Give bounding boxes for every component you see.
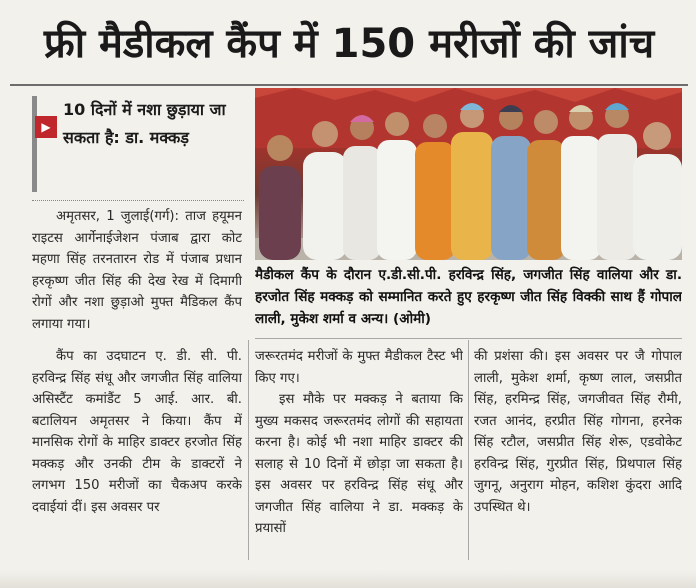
article-col1-top [32, 206, 242, 338]
photo-caption: मैडीकल कैंप के दौरान ए.डी.सी.पी. हरविन्द्र सिंह, जगजीत सिंह वालिया और डा. हरजोत सिंह मक्कड़ को सम्मानित करते हुए हरकृष्ण जीत सिंह विक्की साथ हैं गोपाल लाली, मुकेश शर्मा व अन्य। (ओमी) [255, 267, 682, 327]
article-paragraph: इस मौके पर मक्कड़ ने बताया कि मुख्य मकसद जरूरतमंद लोगों की सहायता करना है। कोई भी नशा माहिर डाक्टर की सलाह से 10 दिनों में छोड़ा जा सकता है। इस अवसर पर हरविन्द्र सिंह संधू और जगजीत सिंह वालिया ने डा. मक्कड़ के प्रयासों [255, 392, 463, 536]
subheadline-box [32, 96, 242, 192]
subheadline-divider [32, 200, 244, 201]
column-divider [468, 340, 469, 560]
page-bottom-strip [0, 570, 696, 588]
article-paragraph: जरूरतमंद मरीजों के मुफ्त मैडीकल टैस्ट भी किए गए। [255, 349, 463, 386]
article-col2 [255, 346, 463, 560]
play-bullet-icon: ▶ [35, 116, 57, 138]
headline-rule [10, 84, 688, 86]
article-col3 [474, 346, 682, 560]
event-photo [255, 88, 682, 260]
article-col1-bottom [32, 346, 242, 560]
caption-rule [255, 338, 682, 339]
article-paragraph: कैंप का उदघाटन ए. डी. सी. पी. हरविन्द्र सिंह संधू और जगजीत सिंह वालिया असिस्टैंट कमांडैंट 5 आई. आर. बी. बटालियन अमृतसर ने किया। कैंप में मानसिक रोगों के माहिर डाक्टर हरजोत सिंह मक्कड़ और उनकी टीम के डाक्टरों ने लगभग 150 मरीजों का चैकअप करके दवाईयां दीं। इस अवसर पर [32, 349, 242, 515]
article-paragraph: अमृतसर, 1 जुलाई(गर्ग): ताज हयूमन राइटस आर्गेनाईजेशन पंजाब द्वारा कोट महणा सिंह तरनतारन रोड में पंजाब प्रधान हरकृष्ण जीत सिंह की देख रेख में दिमागी रोगों और नशा छुड़ाओ मुफ्त मैडिकल कैंप लगाया गया। [32, 209, 242, 332]
headline: फ्री मैडीकल कैंप में 150 मरीजों की जांच [43, 21, 655, 67]
column-divider [248, 340, 249, 560]
people-group-illustration [255, 88, 682, 260]
article-paragraph: की प्रशंसा की। इस अवसर पर जै गोपाल लाली, मुकेश शर्मा, कृष्ण लाल, जसप्रीत सिंह, हरमिन्द्र सिंह, जगजीवत सिंह रौमी, रजत आनंद, हरप्रीत सिंह गोगना, हरनेक सिंह रटौल, जसप्रीत सिंह शेरू, एडवोकेट हरविन्द्र सिंह, गुरप्रीत सिंह, प्रिथपाल सिंह जुगनू, अनुराग मोहन, कशिश कुंदरा आदि उपस्थित थे। [474, 349, 682, 515]
subheadline: 10 दिनों में नशा छुड़ाया जा सकता है: डा. मक्कड़ [63, 100, 226, 147]
